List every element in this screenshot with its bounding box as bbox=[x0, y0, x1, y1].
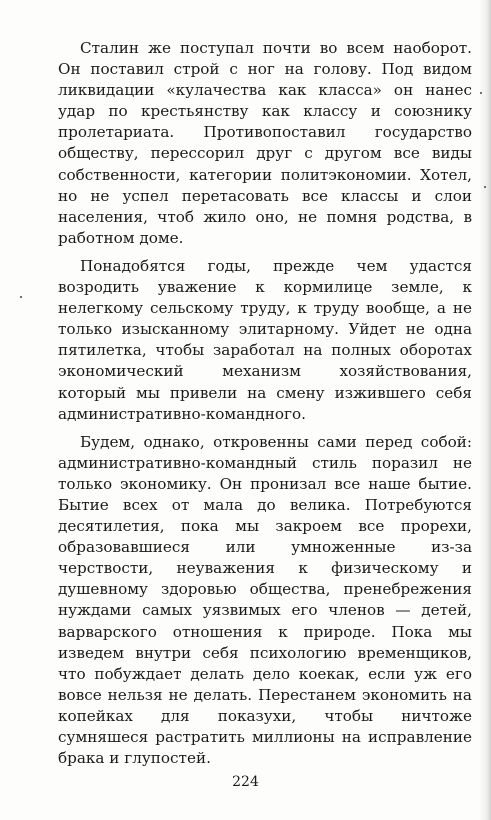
scan-edge-shadow bbox=[479, 0, 491, 820]
paragraph-3: Будем, однако, откровенны сами перед собой: административно-командный стиль поразил не только экономику. Он пронизал все наше бытие. Бытие всех от мала до велика. Потребуются десятилетия, пока мы закроем все прорехи, образовавшиеся или умноженные из-за черствости, неуважения к физическому и душевному здоровью общества, пренебрежения нуждами самых уязвимых его членов — детей, варварского отношения к природе. Пока мы изведем внутри себя психологию временщиков, что побуждает делать дело коекак, если уж его вовсе нельзя не делать. Перестанем экономить на копейках для показухи, чтобы ничтоже сумняшеся растратить миллионы на исправление брака и глупостей. bbox=[58, 432, 472, 768]
body-text bbox=[58, 38, 472, 769]
scan-speck bbox=[480, 92, 482, 94]
paragraph-1: Сталин же поступал почти во всем наоборот. Он поставил строй с ног на голову. Под видом ликвидации «кулачества как класса» он нанес удар по крестьянству как классу и союзнику пролетариата. Противопоставил государство обществу, перессорил друг с другом все виды собственности, категории политэкономии. Хотел, но не успел перетасовать все классы и слои населения, чтоб жило оно, не помня родства, в работном доме. bbox=[58, 39, 472, 247]
scan-speck bbox=[20, 296, 22, 298]
page-number: 224 bbox=[232, 774, 259, 790]
paragraph-2: Понадобятся годы, прежде чем удастся возродить уважение к кормилице земле, к нелегкому сельскому труду, к труду вообще, а не только изысканному элитарному. Уйдет не одна пятилетка, чтобы заработал на полных оборотах экономический механизм хозяйствования, который мы привели на смену изжившего себя административно-командного. bbox=[58, 256, 472, 423]
scan-speck bbox=[484, 186, 486, 188]
